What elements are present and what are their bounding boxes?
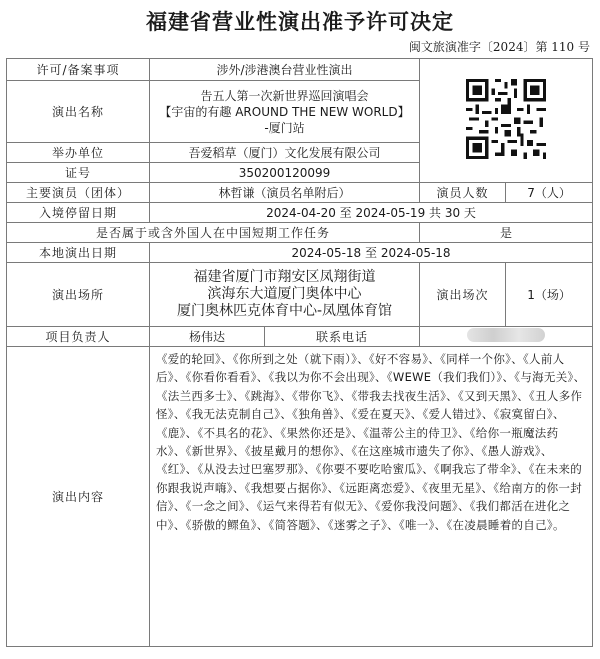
show-content-label: 演出内容	[7, 347, 150, 647]
venue-line: 滨海东大道厦门奥体中心	[207, 286, 362, 302]
foreign-work-label: 是否属于或含外国人在中国短期工作任务	[7, 223, 420, 243]
performer-count-label: 演员人数	[420, 183, 506, 203]
venue-label: 演出场所	[7, 263, 150, 327]
contact-phone-value	[420, 327, 593, 347]
venue-line: 厦门奥林匹克体育中心-凤凰体育馆	[176, 303, 393, 319]
license-value: 350200120099	[150, 163, 420, 183]
permit-table	[6, 58, 593, 647]
organizer-label: 举办单位	[7, 143, 150, 163]
entry-stay-date-label: 入境停留日期	[7, 203, 150, 223]
show-name-line: -厦门站	[264, 120, 305, 135]
show-name-line: 【宇宙的有趣 AROUND THE NEW WORLD】	[159, 104, 410, 119]
show-content-value: 《爱的轮回》、《你所到之处（就下雨）》、《好不容易》、《同样一个你》、《人前人后》、《你看你看看》、《我以为你不会出现》、《WEWE（我们我们）》、《与海无关》、《法兰西多士》、《跳海》、《带你飞》、《带我去找夜生活》、《又到天黑》、《丑人多作怪》、《我无法克制自己》、《独角兽》、《爱在夏天》、《爱人错过》、《寂寞留白》、《鹿》、《不具名的花》、《果然你还是》、《温蒂公主的侍卫》、《给你一瓶魔法药水》、《新世界》、《披星戴月的想你》、《在这座城市遗失了你》、《愚人游戏》、《红》、《从没去过巴塞罗那》、《你要不要吃哈蜜瓜》、《啊我忘了带伞》、《在未来的你跟我说声嗨》、《我想要占据你》、《远距离恋爱》、《夜里无星》、《给南方的你一封信》、《一念之间》、《运气来得若有似无》、《爱你我没问题》、《我们都活在进化之中》、《骄傲的鳏鱼》、《简答题》、《迷雾之子》、《唯一》、《在凌晨睡着的自己》。	[150, 347, 593, 647]
license-label: 证号	[7, 163, 150, 183]
permit-type-value: 涉外/涉港澳台营业性演出	[150, 59, 420, 81]
foreign-work-value: 是	[420, 223, 593, 243]
permit-type-label: 许可/备案事项	[7, 59, 150, 81]
organizer-value: 吾爱稻草（厦门）文化发展有限公司	[150, 143, 420, 163]
performer-count-value: 7（人）	[506, 183, 593, 203]
contact-phone-label: 联系电话	[265, 327, 420, 347]
show-name-line: 告五人第一次新世界巡回演唱会	[200, 88, 369, 103]
main-performer-label: 主要演员（团体）	[7, 183, 150, 203]
show-name-label: 演出名称	[7, 81, 150, 143]
session-count-value: 1（场）	[506, 263, 593, 327]
main-performer-value: 林哲谦（演员名单附后）	[150, 183, 420, 203]
project-lead-label: 项目负责人	[7, 327, 150, 347]
page-title: 福建省营业性演出准予许可决定	[146, 10, 454, 34]
local-show-date-value: 2024-05-18 至 2024-05-18	[150, 243, 593, 263]
entry-stay-date-value: 2024-04-20 至 2024-05-19 共 30 天	[150, 203, 593, 223]
local-show-date-label: 本地演出日期	[7, 243, 150, 263]
session-count-label: 演出场次	[420, 263, 506, 327]
venue-value	[150, 263, 420, 327]
qr-code-icon	[466, 79, 546, 159]
document-number: 闽文旅演准字〔2024〕第 110 号	[408, 40, 590, 54]
project-lead-value: 杨伟达	[150, 327, 265, 347]
show-name-value	[150, 81, 420, 143]
redacted-phone	[467, 328, 545, 342]
qr-code-cell	[420, 59, 593, 183]
venue-line: 福建省厦门市翔安区凤翔街道	[193, 269, 376, 285]
